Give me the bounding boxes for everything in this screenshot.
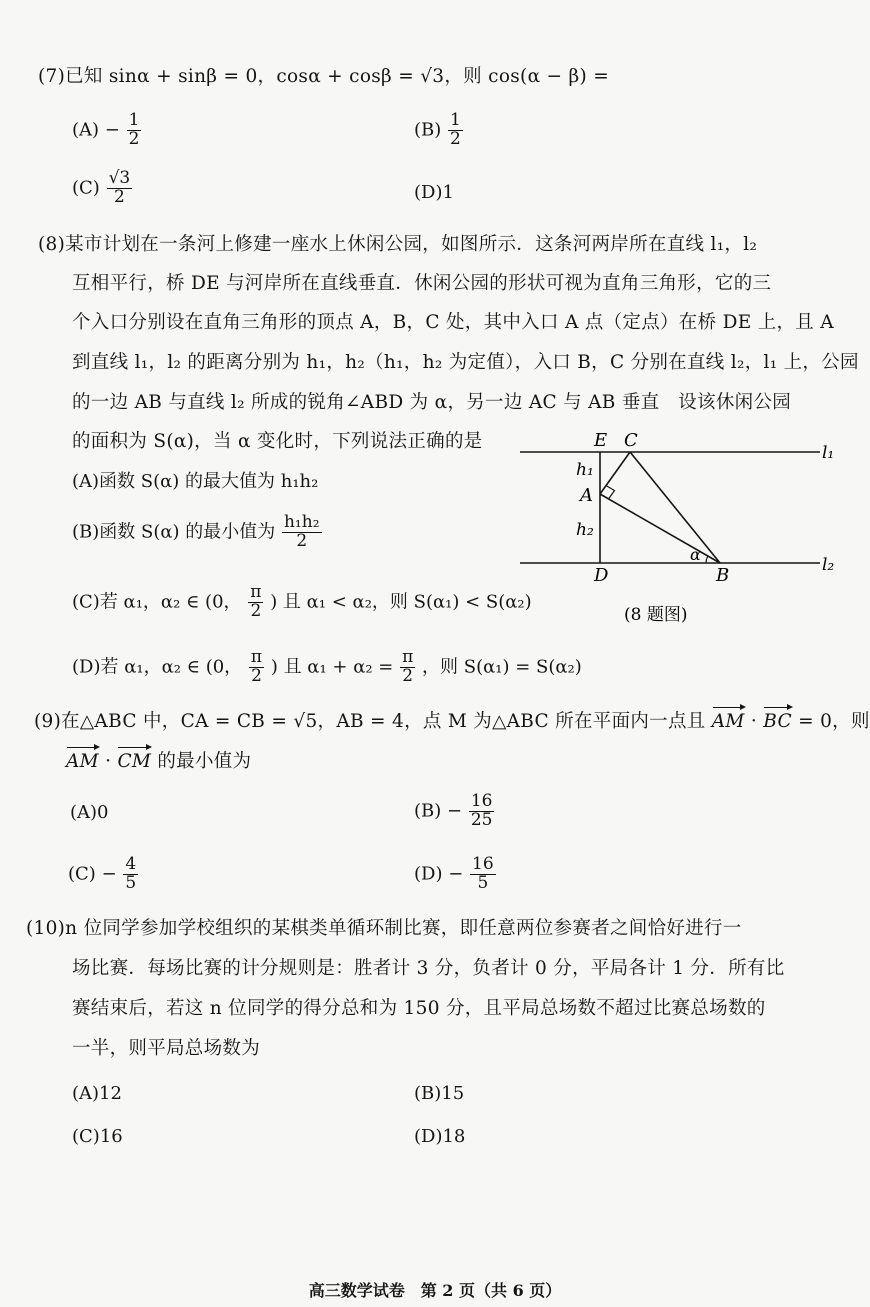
figure-caption: (8 题图): [624, 605, 688, 625]
q7-option-c-fraction: $\frac{√3}{2}$: [108, 168, 131, 207]
q9-option-d-fraction: $\frac{16}{5}$: [472, 854, 494, 893]
q7-option-d: (D)1: [414, 182, 454, 203]
q8-figure: [510, 428, 850, 628]
q9-option-c-label: (C): [68, 863, 96, 885]
q10-option-c: (C)16: [72, 1126, 123, 1147]
q9-option-c-sign: −: [101, 863, 117, 885]
q9-option-b: [414, 793, 495, 830]
q9-option-d-sign: −: [448, 863, 464, 885]
label-d: D: [594, 565, 609, 586]
q8-option-d-fraction-2: $\frac{\pi}{2}$: [402, 647, 414, 686]
q7-option-a-fraction: $\frac{1}{2}$: [128, 110, 140, 149]
q8-option-a: (A)函数 S(α) 的最大值为 h₁h₂: [72, 471, 319, 492]
q8-stem-line-2: 互相平行，桥 DE 与河岸所在直线垂直．休闲公园的形状可视为直角三角形，它的三: [72, 273, 772, 294]
q9-stem-line-2: [66, 749, 251, 775]
q9-option-c: [68, 856, 139, 893]
q8-stem-line-5: 的一边 AB 与直线 l₂ 所成的锐角∠ABD 为 α，另一边 AC 与 AB 垂直 设该休闲公园: [72, 392, 792, 413]
label-a: A: [580, 485, 593, 506]
label-b: B: [716, 565, 730, 586]
q8-stem-line-6: 的面积为 S(α)，当 α 变化时，下列说法正确的是: [72, 431, 483, 452]
segment-ac: [600, 452, 630, 494]
q10-stem-line-3: 赛结束后，若这 n 位同学的得分总和为 150 分，且平局总场数不超过比赛总场数的: [72, 998, 766, 1019]
q8-option-b-text: (B)函数 S(α) 的最小值为: [72, 521, 276, 543]
q10-stem-line-4: 一半，则平局总场数为: [72, 1038, 261, 1059]
q8-option-c-fraction: $\frac{\pi}{2}$: [250, 582, 262, 621]
q9-stem-text: (9)在△ABC 中，CA = CB = √5，AB = 4，点 M 为△ABC 所在平面内一点且: [34, 711, 706, 732]
q7-option-b-label: (B): [414, 119, 442, 141]
vector-cm: CM: [117, 749, 151, 775]
q7-option-c-label: (C): [72, 177, 100, 199]
q7-stem: (7)已知 sinα + sinβ = 0，cosα + cosβ = √3，则 cos(α − β) =: [38, 66, 610, 87]
q7-option-a-label: (A): [72, 119, 100, 141]
q8-stem-line-4: 到直线 l₁，l₂ 的距离分别为 h₁，h₂（h₁，h₂ 为定值），入口 B，C 分别在直线 l₂，l₁ 上，公园: [72, 352, 859, 373]
q10-option-d: (D)18: [414, 1126, 466, 1147]
label-h2: h₂: [576, 520, 594, 540]
q8-option-d: [72, 649, 582, 686]
q9-stem-text-end: = 0，则: [798, 711, 870, 732]
q9-option-d: [414, 856, 497, 893]
q9-option-c-fraction: $\frac{4}{5}$: [125, 854, 137, 893]
segment-cb: [630, 452, 720, 563]
q8-option-c: [72, 584, 532, 621]
q8-option-c-text: (C)若 α₁，α₂ ∈ (0，: [72, 591, 242, 613]
right-angle-mark: [606, 486, 615, 500]
page-footer: 高三数学试卷 第 2 页（共 6 页）: [308, 1281, 562, 1300]
label-l1: l₁: [822, 443, 835, 463]
q9-stem-line-1: [34, 709, 870, 735]
q8-option-d-fraction-1: $\frac{\pi}{2}$: [250, 647, 263, 686]
q8-stem-line-3: 个入口分别设在直角三角形的顶点 A，B，C 处，其中入口 A 点（定点）在桥 DE 上，且 A: [72, 312, 834, 333]
q9-stem-question: 的最小值为: [157, 751, 252, 772]
q7-option-b-fraction: $\frac{1}{2}$: [450, 110, 461, 149]
angle-alpha-arc: [706, 556, 708, 563]
q8-option-d-mid: ) 且 α₁ + α₂ =: [270, 656, 394, 678]
q9-option-d-label: (D): [414, 863, 443, 885]
q10-option-b: (B)15: [414, 1083, 465, 1104]
q8-option-b: [72, 514, 323, 551]
q8-option-d-text: (D)若 α₁，α₂ ∈ (0，: [72, 656, 243, 678]
q8-stem-line-1: (8)某市计划在一条河上修建一座水上休闲公园，如图所示．这条河两岸所在直线 l₁，l₂: [38, 234, 758, 255]
q10-option-a: (A)12: [72, 1083, 122, 1104]
q9-option-b-label: (B): [414, 800, 442, 822]
q9-option-b-fraction: $\frac{16}{25}$: [470, 791, 493, 830]
q7-option-a-sign: −: [104, 119, 120, 141]
q7-option-a: [72, 112, 142, 149]
label-h1: h₁: [576, 460, 594, 480]
label-alpha: α: [690, 545, 701, 564]
q7-option-c: [72, 170, 133, 207]
q10-stem-line-1: (10)n 位同学参加学校组织的某棋类单循环制比赛，即任意两位参赛者之间恰好进行一: [26, 918, 742, 939]
q8-option-b-fraction: $\frac{\text{h₁h₂}}{2}$: [283, 512, 320, 551]
label-l2: l₂: [822, 555, 835, 575]
vector-am: AM: [712, 709, 745, 735]
q7-option-b: [414, 112, 464, 149]
vector-bc: BC: [763, 709, 792, 735]
q10-stem-line-2: 场比赛．每场比赛的计分规则是：胜者计 3 分，负者计 0 分，平局各计 1 分．所有比: [72, 958, 785, 979]
q9-option-a: (A)0: [70, 802, 109, 823]
vector-am: AM: [66, 749, 99, 775]
q8-option-c-condition: ) 且 α₁ < α₂，则 S(α₁) < S(α₂): [270, 591, 532, 613]
dot-operator: ·: [105, 751, 112, 772]
dot-operator: ·: [750, 711, 758, 732]
segment-ab: [600, 494, 720, 563]
q8-option-d-condition: ，则 S(α₁) = S(α₂): [422, 656, 582, 678]
label-e: E: [594, 430, 608, 451]
label-c: C: [624, 430, 638, 451]
q9-option-b-sign: −: [447, 800, 463, 822]
